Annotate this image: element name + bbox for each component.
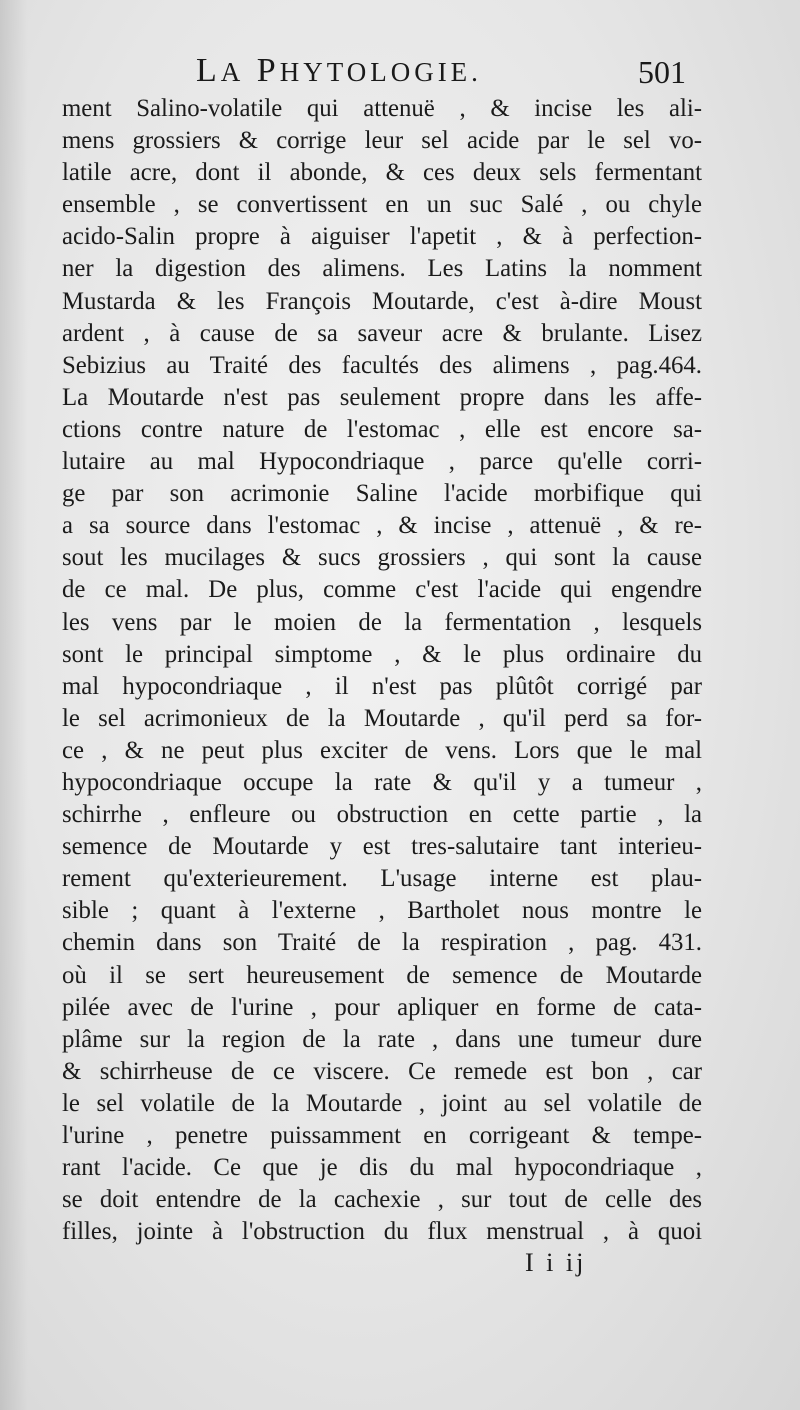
text-line: l'urine , penetre puissamment en corrigeant & tempe- xyxy=(62,1122,702,1149)
text-line: ner la digestion des alimens. Les Latins la nomment xyxy=(62,255,702,283)
text-line: mens grossiers & corrige leur sel acide par le sel vo- xyxy=(62,127,702,155)
text-line: Mustarda & les François Moutarde, c'est à-dire Moust xyxy=(62,287,702,315)
text-line: sout les mucilages & sucs grossiers , qui sont la cause xyxy=(62,544,702,572)
title-rest-2: HYTOLOGIE. xyxy=(279,57,482,87)
text-line: ce , & ne peut plus exciter de vens. Lors que le mal xyxy=(62,736,702,764)
text-line: pilée avec de l'urine , pour apliquer en forme de cata- xyxy=(62,993,702,1021)
text-line: schirrhe , enfleure ou obstruction en cette partie , la xyxy=(62,801,702,829)
text-line: lutaire au mal Hypocondriaque , parce qu'elle corri- xyxy=(62,448,702,476)
text-line: filles, jointe à l'obstruction du flux menstrual , à quoi xyxy=(62,1218,702,1246)
title-initial-1: L xyxy=(196,52,221,89)
running-title xyxy=(196,52,482,90)
text-line: rement qu'exterieurement. L'usage interne est plau- xyxy=(62,865,702,893)
text-line: ge par son acrimonie Saline l'acide morbifique qui xyxy=(62,480,702,508)
text-line: sont le principal simptome , & le plus ordinaire du xyxy=(62,640,702,668)
text-line: a sa source dans l'estomac , & incise , attenuë , & re- xyxy=(62,512,702,540)
text-line: se doit entendre de la cachexie , sur tout de celle des xyxy=(62,1186,702,1214)
text-line: La Moutarde n'est pas seulement propre dans les affe- xyxy=(62,383,702,411)
text-line: le sel acrimonieux de la Moutarde , qu'il perd sa for- xyxy=(62,704,702,732)
text-line: ment Salino-volatile qui attenuë , & incise les ali- xyxy=(62,95,702,122)
spine-shadow xyxy=(0,0,28,1410)
text-line: plâme sur la region de la rate , dans une tumeur dure xyxy=(62,1025,702,1053)
text-line: hypocondriaque occupe la rate & qu'il y a tumeur , xyxy=(62,768,702,796)
text-line: latile acre, dont il abonde, & ces deux sels fermentant xyxy=(62,159,702,187)
signature-mark: I i ij xyxy=(525,1248,587,1277)
text-line: acido-Salin propre à aiguiser l'apetit , & à perfection- xyxy=(62,223,702,251)
running-header xyxy=(0,52,800,98)
text-line: & schirrheuse de ce viscere. Ce remede est bon , car xyxy=(62,1057,702,1085)
title-initial-2: P xyxy=(256,52,280,89)
text-line: sible ; quant à l'externe , Bartholet nous montre le xyxy=(62,897,702,925)
text-line: de ce mal. De plus, comme c'est l'acide qui engendre xyxy=(62,576,702,604)
text-line: le sel volatile de la Moutarde , joint au sel volatile de xyxy=(62,1089,702,1117)
text-line: où il se sert heureusement de semence de Moutarde xyxy=(62,961,702,989)
text-line: ardent , à cause de sa saveur acre & brulante. Lisez xyxy=(62,319,702,347)
text-line: mal hypocondriaque , il n'est pas plûtôt corrigé par xyxy=(62,672,702,700)
text-line: Sebizius au Traité des facultés des alimens , pag.464. xyxy=(62,351,702,379)
text-line: ctions contre nature de l'estomac , elle est encore sa- xyxy=(62,415,702,443)
page-number: 501 xyxy=(638,54,686,90)
text-line: semence de Moutarde y est tres-salutaire tant interieu- xyxy=(62,833,702,861)
body-text xyxy=(62,93,702,1248)
title-rest-1: A xyxy=(220,57,245,87)
text-line: ensemble , se convertissent en un suc Salé , ou chyle xyxy=(62,191,702,219)
text-line: rant l'acide. Ce que je dis du mal hypocondriaque , xyxy=(62,1154,702,1182)
text-line: chemin dans son Traité de la respiration , pag. 431. xyxy=(62,929,702,957)
text-line: les vens par le moien de la fermentation , lesquels xyxy=(62,608,702,636)
